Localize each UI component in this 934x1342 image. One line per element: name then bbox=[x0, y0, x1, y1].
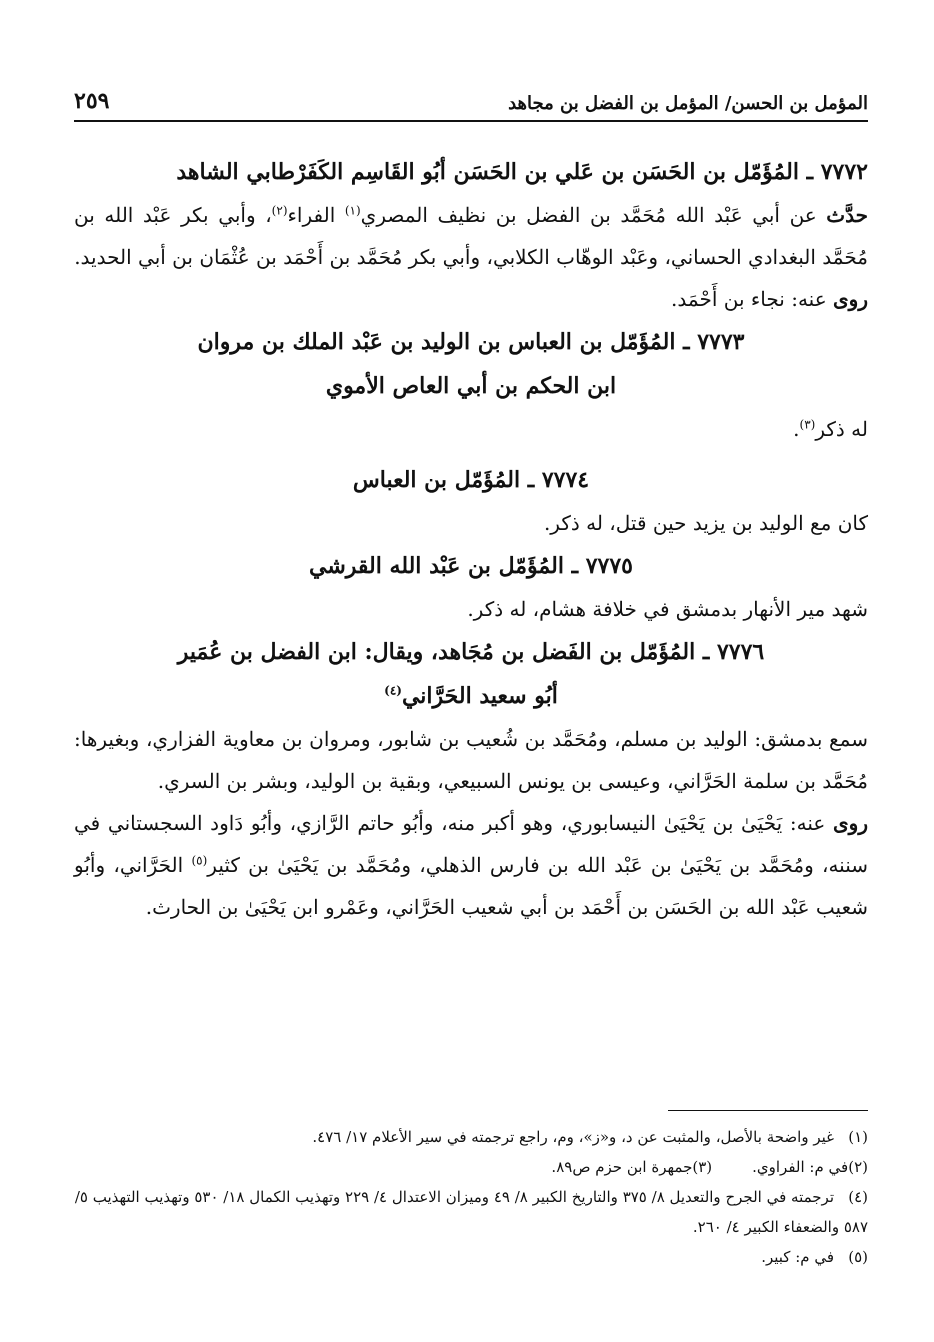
paragraph-lead-word: حدَّث bbox=[826, 203, 868, 227]
entry-heading: ٧٧٧٤ ـ المُؤَمّل بن العباس bbox=[352, 467, 590, 493]
paragraph-text: ، وأبي بكر عَبْد الله بن مُحَمَّد البغدادي الحساني، وعَبْد الوهّاب الكلابي، وأبي بكر مُحَمَّد بن أَحْمَد بن عُثْمَان بن أبي الحديد. bbox=[74, 203, 868, 269]
footnote bbox=[74, 1182, 868, 1242]
paragraph-text: سمع بدمشق: الوليد بن مسلم، ومُحَمَّد بن شُعيب بن شابور، ومروان بن معاوية الفزاري، وبغيرها: مُحَمَّد بن سلمة الحَرَّاني، وعيسى بن يونس السبيعي، وبقية بن الوليد، وبشر بن السري. bbox=[74, 727, 868, 793]
paragraph-text: شهد مير الأنهار بدمشق في خلافة هشام، له ذكر. bbox=[467, 597, 868, 621]
entry-heading-line2 bbox=[74, 674, 868, 718]
entry-paragraph bbox=[74, 588, 868, 630]
footnote-mark: (١) bbox=[848, 1128, 868, 1146]
footnote-row bbox=[74, 1152, 868, 1182]
entry-paragraph bbox=[74, 278, 868, 320]
footnote-ref[interactable]: (٤) bbox=[384, 683, 402, 698]
footnote-text: ترجمته في الجرح والتعديل ٨/ ٣٧٥ والتاريخ الكبير ٨/ ٤٩ وميزان الاعتدال ٤/ ٢٢٩ وتهذيب الكمال ١٨/ ٥٣٠ وتهذيب التهذيب ٥/ ٥٨٧ والضعفاء الكبير ٤/ ٢٦٠. bbox=[74, 1188, 868, 1236]
entry-heading: ٧٧٧٢ ـ المُؤَمّل بن الحَسَن بن عَلي بن الحَسَن أبُو القَاسِم الكَفَرْطابي الشاهد bbox=[176, 159, 868, 185]
entry-heading-line2: ابن الحكم بن أبي العاص الأموي bbox=[325, 373, 617, 399]
entry-paragraph bbox=[74, 718, 868, 802]
paragraph-text: الحَرَّاني، وأبُو شعيب عَبْد الله بن الحَسَن بن أَحْمَد بن أبي شعيب الحَرَّاني، وعَمْرو ابن يَحْيَىٰ بن الحارث. bbox=[74, 853, 868, 919]
footnote-mark: (٢) bbox=[848, 1158, 868, 1176]
main-text bbox=[74, 150, 868, 928]
entry-heading: ٧٧٧٦ ـ المُؤَمّل بن الفَضل بن مُجَاهد، ويقال: ابن الفضل بن عُمَير bbox=[177, 639, 765, 665]
footnote bbox=[752, 1152, 868, 1182]
footnote-mark: (٤) bbox=[848, 1188, 868, 1206]
paragraph-text: . bbox=[793, 417, 800, 441]
paragraph-text: الفراء bbox=[287, 203, 345, 227]
entry-paragraph bbox=[74, 194, 868, 278]
paragraph-text: كان مع الوليد بن يزيد حين قتل، له ذكر. bbox=[543, 511, 868, 535]
running-header bbox=[74, 84, 868, 122]
footnote-separator bbox=[668, 1110, 868, 1111]
footnote-text: في م: الفراوي. bbox=[752, 1158, 849, 1176]
entry-heading: ٧٧٧٣ ـ المُؤَمّل بن العباس بن الوليد بن عَبْد الملك بن مروان bbox=[197, 329, 745, 355]
footnotes bbox=[74, 1122, 868, 1272]
footnote-text: في م: كبير. bbox=[761, 1248, 834, 1266]
footnote bbox=[551, 1152, 712, 1182]
running-title: المؤمل بن الحسن/ المؤمل بن الفضل بن مجاهد bbox=[508, 93, 868, 114]
page-number: ٢٥٩ bbox=[74, 88, 110, 114]
paragraph-text: عن أبي عَبْد الله مُحَمَّد بن الفضل بن نظيف المصري bbox=[360, 203, 827, 227]
paragraph-text: عنه: يَحْيَىٰ بن يَحْيَىٰ النيسابوري، وهو أكبر منه، وأبُو حاتم الرَّازي، وأبُو دَاود السجستاني في سننه، ومُحَمَّد بن يَحْيَىٰ بن عَبْد الله بن فارس الذهلي، ومُحَمَّد بن يَحْيَىٰ بن كثير bbox=[74, 811, 868, 877]
paragraph-lead-word: روى bbox=[833, 811, 868, 835]
footnote-mark: (٣) bbox=[692, 1158, 713, 1176]
paragraph-lead-word: روى bbox=[833, 287, 868, 311]
paragraph-text: له ذكر bbox=[815, 417, 868, 441]
heading-text: أبُو سعيد الحَرَّاني bbox=[401, 683, 558, 709]
entry-heading: ٧٧٧٥ ـ المُؤَمّل بن عَبْد الله القرشي bbox=[309, 553, 633, 579]
footnote bbox=[74, 1122, 868, 1152]
entry-paragraph bbox=[74, 802, 868, 928]
footnote-ref[interactable]: (٢) bbox=[271, 203, 288, 218]
footnote-ref[interactable]: (١) bbox=[344, 203, 361, 218]
entry-paragraph bbox=[74, 408, 868, 450]
paragraph-text: عنه: نجاء بن أَحْمَد. bbox=[671, 287, 834, 311]
entry-paragraph bbox=[74, 502, 868, 544]
footnote bbox=[74, 1242, 868, 1272]
footnote-mark: (٥) bbox=[848, 1248, 868, 1266]
footnote-text: جمهرة ابن حزم ص٨٩. bbox=[551, 1158, 693, 1176]
footnote-ref[interactable]: (٥) bbox=[191, 853, 208, 868]
footnote-ref[interactable]: (٣) bbox=[799, 417, 816, 432]
footnote-text: غير واضحة بالأصل، والمثبت عن د، و«ز»، وم، راجع ترجمته في سير الأعلام ١٧/ ٤٧٦. bbox=[312, 1128, 834, 1146]
